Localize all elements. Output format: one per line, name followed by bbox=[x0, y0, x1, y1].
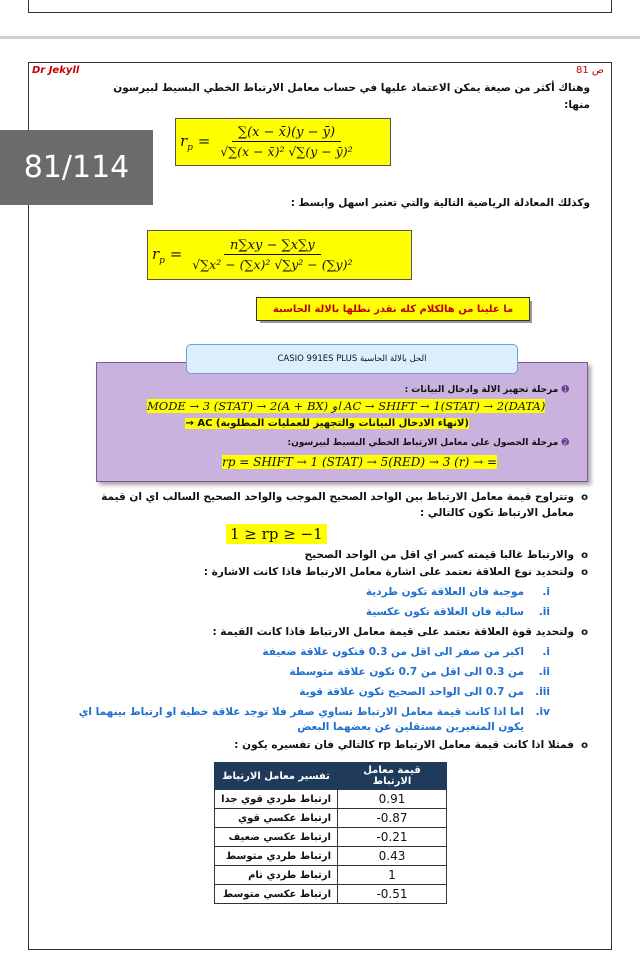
cell-interpretation: ارتباط عكسي متوسط bbox=[215, 885, 338, 904]
cell-value: -0.21 bbox=[338, 828, 447, 847]
cell-interpretation: ارتباط طردي متوسط bbox=[215, 847, 338, 866]
formula-2-numerator: n∑xy − ∑x∑y bbox=[224, 238, 321, 255]
cell-interpretation: ارتباط طردي تام bbox=[215, 866, 338, 885]
intro-line-1: وهناك أكثر من صيغة يمكن الاعتماد عليها في حساب معامل الارتباط الخطي البسيط لبيرسون bbox=[113, 82, 590, 94]
arrow-bullet-icon: ➊ bbox=[561, 385, 569, 395]
formula-2-fraction bbox=[186, 238, 358, 272]
intro-line-2: منها: bbox=[564, 99, 590, 111]
step-1-note: (لانهاء الادخال البيانات والتجهيز للعمليات المطلوبة) AC → bbox=[185, 418, 469, 429]
type-item-1: i.موجبة فان العلاقة تكون طردية bbox=[365, 586, 550, 598]
range-inequality: 1 ≥ rp ≥ −1 bbox=[226, 524, 327, 544]
cell-value: -0.87 bbox=[338, 809, 447, 828]
range-line-2: معامل الارتباط تكون كالتالي : bbox=[420, 507, 574, 519]
table-row bbox=[215, 847, 447, 866]
cell-interpretation: ارتباط عكسي ضعيف bbox=[215, 828, 338, 847]
header-interpretation: تفسير معامل الارتباط bbox=[215, 763, 338, 790]
formula-1-numerator: ∑(x − x̄)(y − ȳ) bbox=[232, 125, 341, 142]
cell-value: -0.51 bbox=[338, 885, 447, 904]
header-value: قيمة معامل الارتباط bbox=[338, 763, 447, 790]
calculator-note: ما علينا من هالكلام كله نقدر نطلها بالالة الحاسبة bbox=[256, 297, 530, 321]
formula-1-fraction bbox=[214, 125, 358, 159]
step-1-formula: MODE → 3 (STAT) → 2(A + BX) او AC → SHIFT → 1(STAT) → 2(DATA) bbox=[147, 399, 546, 413]
strength-item-2: ii.من 0.3 الى اقل من 0.7 تكون علاقة متوسطة bbox=[289, 666, 550, 678]
type-intro: ولتحديد نوع العلاقة نعتمد على اشارة معامل الارتباط فاذا كانت الاشارة : bbox=[203, 566, 574, 578]
calculator-steps-box bbox=[96, 362, 588, 482]
formula-1-denominator: √∑(x − x̄)² √∑(y − ȳ)² bbox=[220, 144, 353, 159]
table-row bbox=[215, 828, 447, 847]
step-1-title: ➊ مرحلة تجهيز الالة وادخال البيانات : bbox=[404, 385, 569, 395]
author-label: Dr Jekyll bbox=[32, 65, 80, 76]
page-divider bbox=[0, 36, 640, 39]
cell-value: 0.43 bbox=[338, 847, 447, 866]
cell-interpretation: ارتباط عكسي قوي bbox=[215, 809, 338, 828]
formula-1-lhs: $r_p$ = bbox=[180, 131, 211, 153]
arrow-bullet-icon-2: ➋ bbox=[561, 438, 569, 448]
formula-2-denominator: √∑x² − (∑x)² √∑y² − (∑y)² bbox=[192, 257, 353, 272]
bullet-circle-icon: o bbox=[581, 492, 588, 503]
strength-item-4-line-2: يكون المتغيرين مستقلين عن بعضهما البعض bbox=[297, 721, 524, 733]
bullet-circle-icon: o bbox=[581, 740, 588, 751]
pearson-formula-1 bbox=[175, 118, 391, 166]
example-intro: فمثلا اذا كانت قيمة معامل الارتباط rp كالتالي فان تفسيره يكون : bbox=[234, 739, 574, 751]
strength-item-4: iv.اما اذا كانت قيمة معامل الارتباط تساوي صفر فلا توجد علاقة خطية او ارتباط بينهما اي bbox=[78, 706, 550, 718]
cell-value: 0.91 bbox=[338, 790, 447, 809]
bullet-circle-icon: o bbox=[581, 550, 588, 561]
table-row bbox=[215, 866, 447, 885]
page-number: ص 81 bbox=[575, 65, 604, 76]
table-row bbox=[215, 885, 447, 904]
strength-intro: ولتحديد قوة العلاقة نعتمد على قيمة معامل الارتباط فاذا كانت القيمة : bbox=[212, 626, 574, 638]
step-2-formula: rp = SHIFT → 1 (STAT) → 5(RED) → 3 (r) → = bbox=[222, 455, 498, 469]
calculator-banner: الحل بالالة الحاسبة CASIO 991ES PLUS bbox=[186, 344, 518, 374]
table-row bbox=[215, 790, 447, 809]
type-item-2: ii.سالبة فان العلاقة تكون عكسية bbox=[365, 606, 550, 618]
page-counter-overlay: 81/114 bbox=[0, 130, 153, 205]
cell-interpretation: ارتباط طردي قوي جدا bbox=[215, 790, 338, 809]
correlation-table bbox=[214, 762, 447, 904]
pearson-formula-2 bbox=[147, 230, 412, 280]
formula-2-lhs: $r_p$ = bbox=[152, 244, 183, 266]
table-header-row bbox=[215, 763, 447, 790]
strength-item-3: iii.من 0.7 الى الواحد الصحيح تكون علاقة قوية bbox=[299, 686, 550, 698]
fraction-point: والارتباط غالبا قيمته كسر اي اقل من الواحد الصحيح bbox=[304, 549, 574, 561]
cell-value: 1 bbox=[338, 866, 447, 885]
bullet-circle-icon: o bbox=[581, 627, 588, 638]
formula-2-intro: وكذلك المعادلة الرياضية التالية والتي تعتبر اسهل وابسط : bbox=[290, 197, 590, 209]
step-2-title: ➋ مرحلة الحصول على معامل الارتباط الخطي البسيط لبيرسون: bbox=[287, 438, 569, 448]
bullet-circle-icon: o bbox=[581, 567, 588, 578]
range-line-1: وتتراوح قيمة معامل الارتباط بين الواحد الصحيح الموجب والواحد الصحيح السالب اي ان قيمة bbox=[101, 491, 574, 503]
strength-item-1: i.اكبر من صفر الى اقل من 0.3 فتكون علاقة ضعيفة bbox=[262, 646, 550, 658]
previous-page-frame bbox=[28, 0, 612, 13]
table-row bbox=[215, 809, 447, 828]
